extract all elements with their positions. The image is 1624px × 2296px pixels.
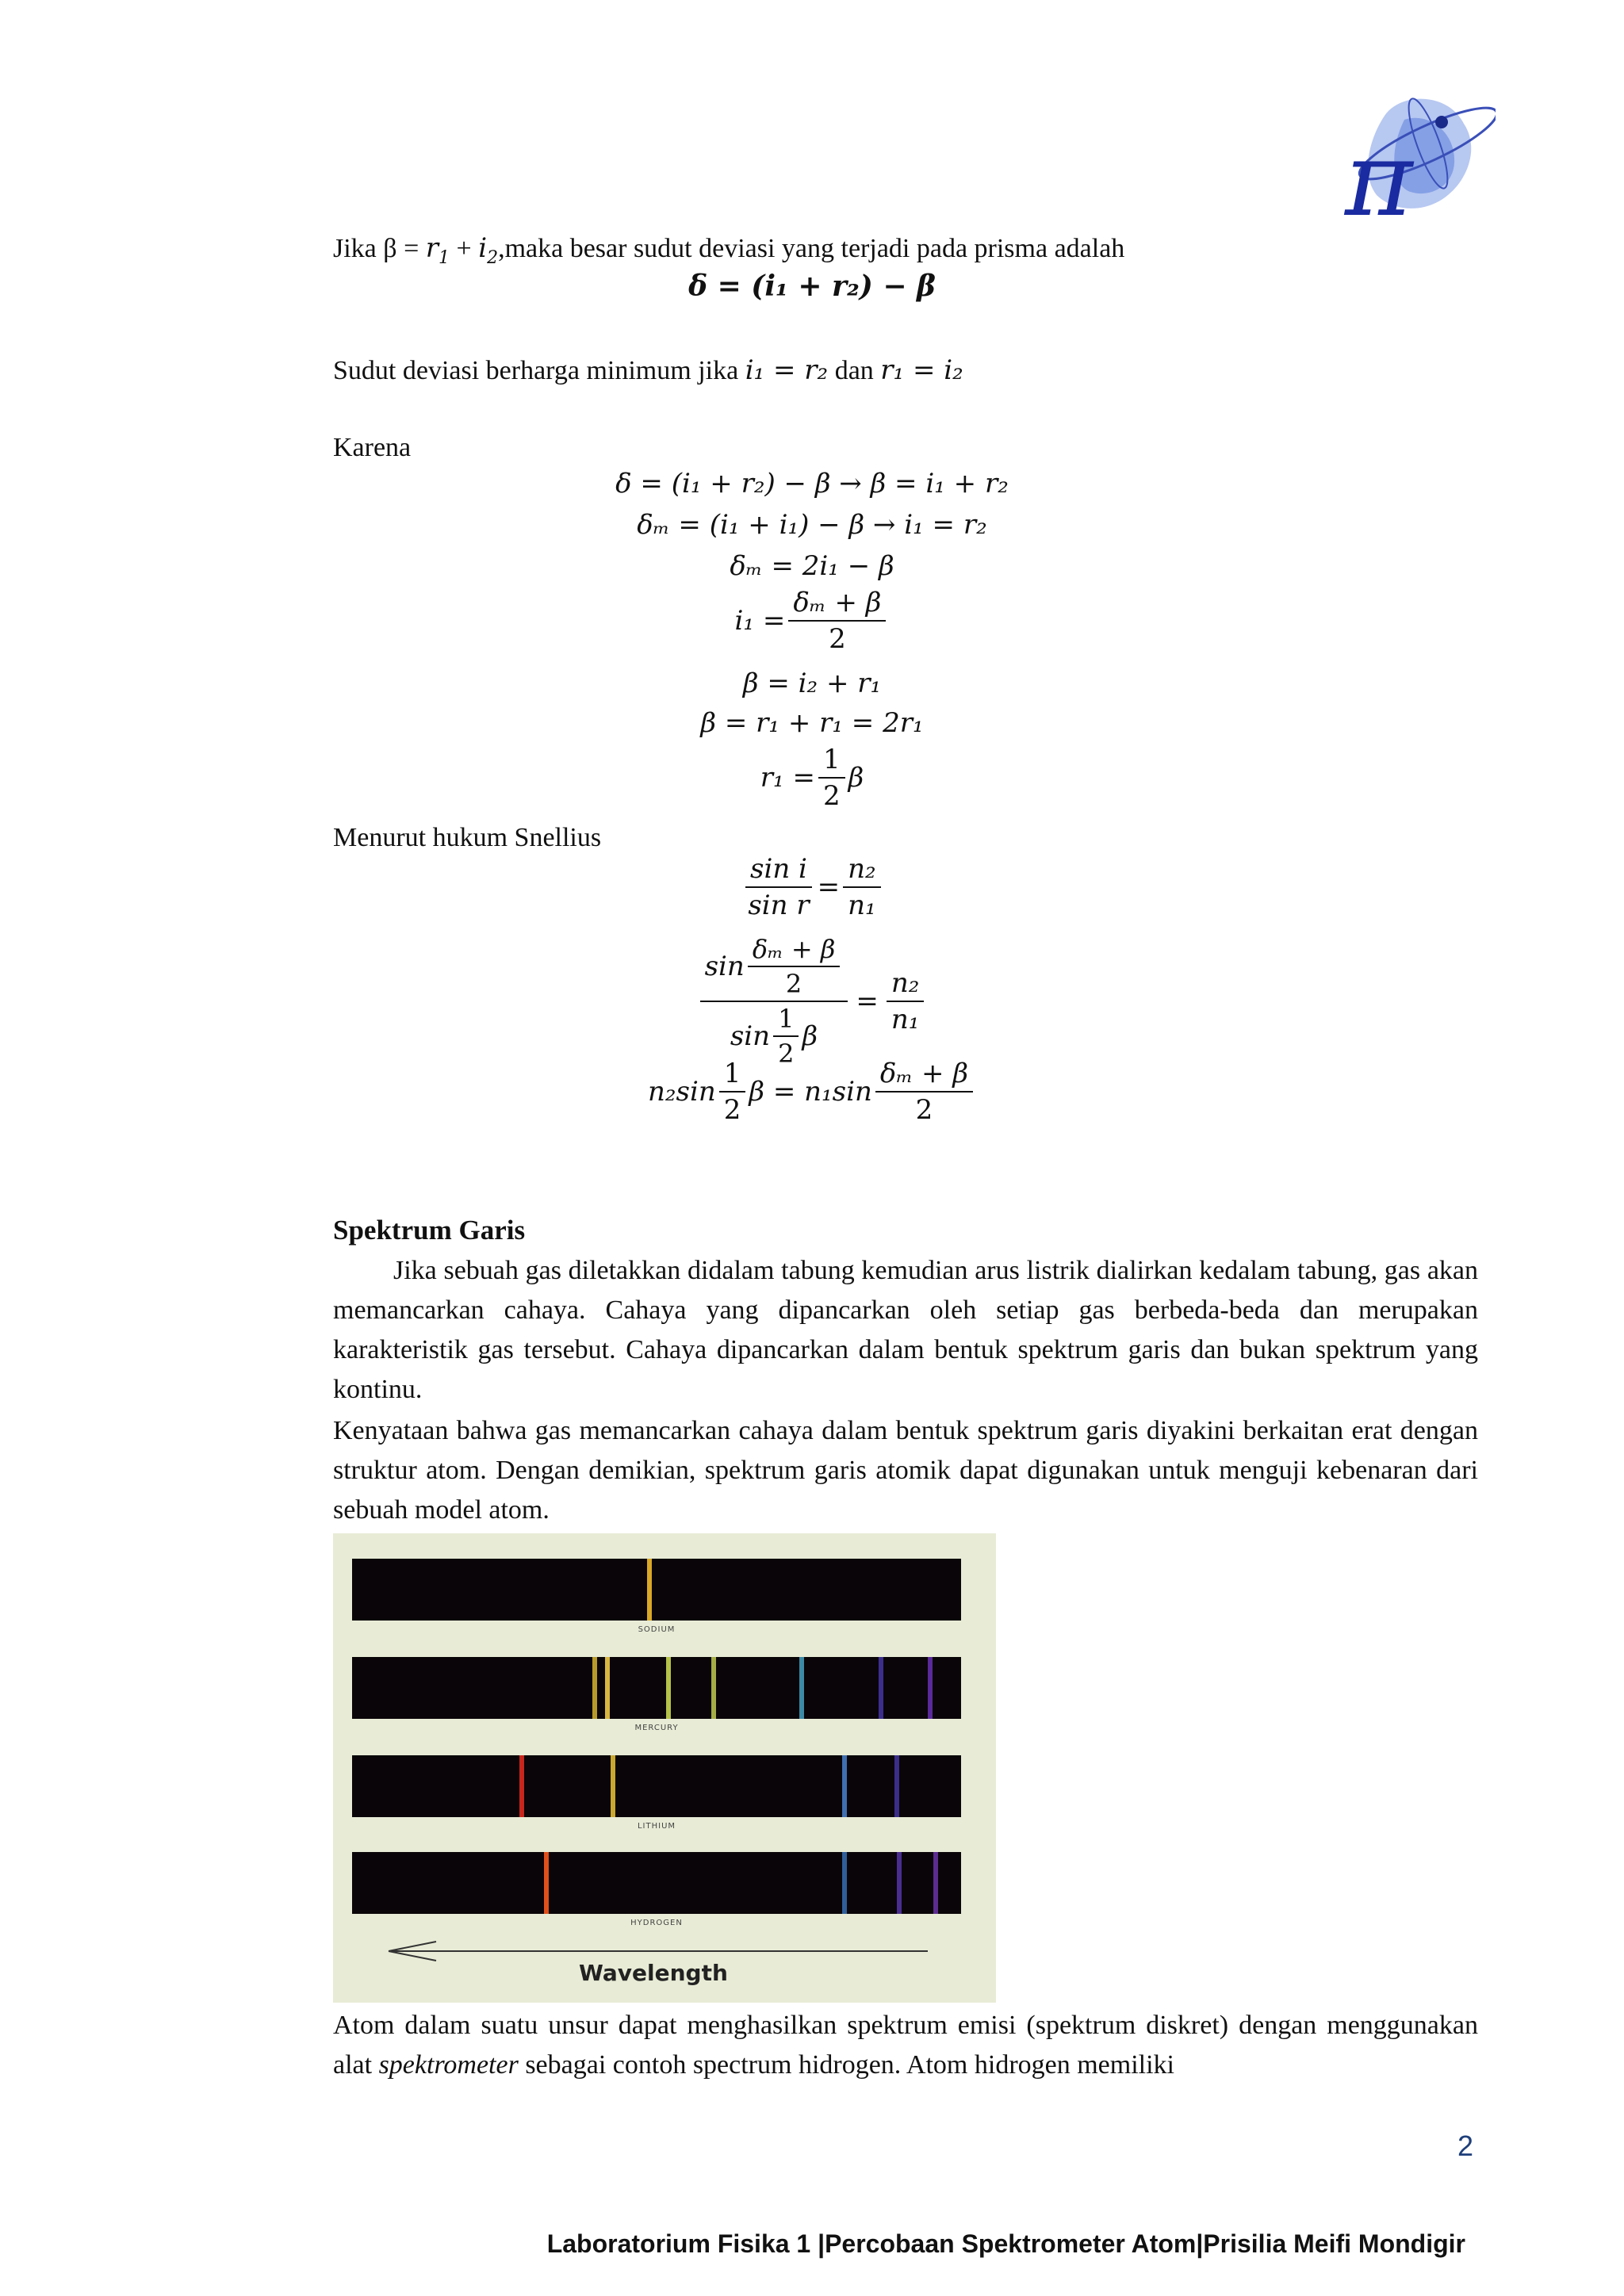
footer-text: Laboratorium Fisika 1 |Percobaan Spektrometer Atom|Prisilia Meifi Mondigir <box>546 2229 1465 2258</box>
band-label: HYDROGEN <box>630 1919 683 1927</box>
wavelength-label: Wavelength <box>579 1960 728 1986</box>
emission-line <box>894 1755 899 1817</box>
closing-prefix: Atom dalam suatu unsur dapat menghasilkan spektrum emisi (spektrum diskret) dengan menggunakan alat <box>333 2011 1478 2080</box>
eq7-beta: β <box>848 762 864 794</box>
paragraph-1: Jika sebuah gas diletakkan didalam tabung kemudian arus listrik dialirkan kedalam tabung, gas akan memancarkan cahaya. Cahaya yang dipancarkan oleh setiap gas berbeda-beda dan merupakan karakteristik gas tersebut. Cahaya dipancarkan dalam bentuk spektrum garis dan bukan spektrum yang kontinu. <box>333 1256 1478 1404</box>
deviation-equation-text: δ = (i₁ + r₂) − β <box>688 270 936 303</box>
s3-right-denominator: 2 <box>915 1094 933 1126</box>
emission-line <box>647 1559 652 1621</box>
emission-line <box>879 1657 883 1719</box>
pi-atom-logo <box>1329 76 1496 227</box>
derivation-eq5 <box>0 668 1624 699</box>
svg-text:π: π <box>1345 119 1413 227</box>
derivation-eq2 <box>0 509 1624 541</box>
emission-line <box>605 1657 610 1719</box>
spectrum-band-sodium <box>352 1559 961 1634</box>
equals-sign-2: = <box>856 985 879 1017</box>
eq7-lhs: r₁ = <box>760 762 815 794</box>
spectrum-band-mercury <box>352 1657 961 1732</box>
deviation-equation <box>0 270 1624 303</box>
closing-suffix: sebagai contoh spectrum hidrogen. Atom hidrogen memiliki <box>518 2050 1175 2080</box>
condition-2: r₁ = i₂ <box>880 354 963 386</box>
n2-second: n₂ <box>887 967 925 1002</box>
closing-paragraph <box>333 2006 1478 2085</box>
section-heading: Spektrum Garis <box>333 1215 526 1246</box>
eq4-denominator: 2 <box>829 623 846 655</box>
intro-suffix: ,maka besar sudut deviasi yang terjadi pada prisma adalah <box>498 234 1125 263</box>
n1-second: n₁ <box>891 1004 920 1035</box>
snellius-eq2 <box>0 934 1624 1069</box>
derivation-eq3-text: δₘ = 2i₁ − β <box>730 550 894 582</box>
emission-line <box>711 1657 716 1719</box>
sin-ratio-fraction <box>743 853 814 921</box>
equals-sign: = <box>817 871 841 903</box>
derivation-eq7 <box>0 744 1624 812</box>
emission-line <box>799 1657 804 1719</box>
sin-bottom: sin <box>730 1020 771 1052</box>
top-inner-fraction <box>748 934 841 999</box>
emission-line <box>897 1852 902 1914</box>
derivation-eq2-text: δₘ = (i₁ + i₁) − β → i₁ = r₂ <box>637 509 987 541</box>
s3-right-numerator: δₘ + β <box>875 1058 973 1093</box>
half-denominator: 2 <box>778 1039 795 1069</box>
paragraph-2: Kenyataan bahwa gas memancarkan cahaya dalam bentuk spektrum garis diyakini berkaitan erat dengan struktur atom. Dengan demikian, spektrum garis atomik dapat digunakan untuk menguji kebenaran dari sebuah model atom. <box>333 1416 1478 1525</box>
emission-line <box>544 1852 549 1914</box>
intro-prefix: Jika β = <box>333 234 426 263</box>
derivation-eq6 <box>0 707 1624 739</box>
derivation-eq4 <box>0 587 1624 655</box>
var-i: i <box>478 232 488 264</box>
sin-i: sin i <box>745 853 812 888</box>
sin-r: sin r <box>748 890 810 921</box>
snellius-label: Menurut hukum Snellius <box>333 823 602 852</box>
index-ratio-fraction <box>843 853 881 921</box>
emission-line <box>842 1755 847 1817</box>
spectrum-figure <box>333 1533 996 2003</box>
minimum-deviation-line <box>333 350 963 391</box>
condition-1: i₁ = r₂ <box>745 354 829 386</box>
emission-line <box>519 1755 524 1817</box>
derivation-eq3 <box>0 550 1624 582</box>
plus-sign: + <box>450 234 479 263</box>
emission-line <box>592 1657 597 1719</box>
s3-half-numerator: 1 <box>719 1058 746 1093</box>
n2: n₂ <box>843 853 881 888</box>
karena-label: Karena <box>333 433 412 462</box>
snellius-eq3 <box>0 1058 1624 1126</box>
var-r: r <box>425 232 439 264</box>
eq4-fraction <box>788 587 886 655</box>
n1: n₁ <box>848 890 876 921</box>
emission-line <box>842 1852 847 1914</box>
eq4-lhs: i₁ = <box>734 605 786 637</box>
derivation-eq5-text: β = i₂ + r₁ <box>742 668 882 699</box>
emission-line <box>928 1657 933 1719</box>
bottom-beta: β <box>802 1020 818 1052</box>
snellius-eq1 <box>0 853 1624 921</box>
sub-1: 1 <box>439 247 450 268</box>
band-label: SODIUM <box>638 1625 676 1634</box>
compound-fraction <box>700 934 848 1069</box>
spectrum-band-lithium <box>352 1755 961 1831</box>
band-label: LITHIUM <box>637 1822 676 1831</box>
emission-line <box>666 1657 671 1719</box>
s3-right-fraction <box>875 1058 973 1126</box>
index-ratio-fraction-2 <box>887 967 925 1035</box>
derivation-eq1 <box>0 468 1624 499</box>
sin-top: sin <box>704 951 745 982</box>
minimum-deviation-text: Sudut deviasi berharga minimum jika <box>333 356 745 385</box>
top-inner-numerator: δₘ + β <box>748 934 841 967</box>
s3-half-fraction <box>719 1058 746 1126</box>
s3-half-denominator: 2 <box>723 1094 741 1126</box>
eq4-numerator: δₘ + β <box>788 587 886 622</box>
spectrum-band-hydrogen <box>352 1852 961 1927</box>
top-inner-denominator: 2 <box>785 969 802 999</box>
eq7-fraction <box>818 744 845 812</box>
eq7-numerator: 1 <box>818 744 845 779</box>
conjunction: dan <box>828 356 881 385</box>
derivation-eq6-text: β = r₁ + r₁ = 2r₁ <box>700 707 924 739</box>
band-label: MERCURY <box>634 1724 679 1732</box>
emission-line <box>933 1852 938 1914</box>
page-number: 2 <box>1457 2130 1474 2162</box>
sub-2: 2 <box>487 247 499 268</box>
closing-italic: spektrometer <box>378 2050 519 2080</box>
eq7-denominator: 2 <box>822 780 841 812</box>
half-numerator: 1 <box>773 1004 799 1037</box>
s3-lhs: n₂sin <box>648 1076 716 1108</box>
s3-middle: β = n₁sin <box>749 1076 872 1108</box>
emission-line <box>611 1755 615 1817</box>
derivation-eq1-text: δ = (i₁ + r₂) − β → β = i₁ + r₂ <box>615 468 1009 499</box>
